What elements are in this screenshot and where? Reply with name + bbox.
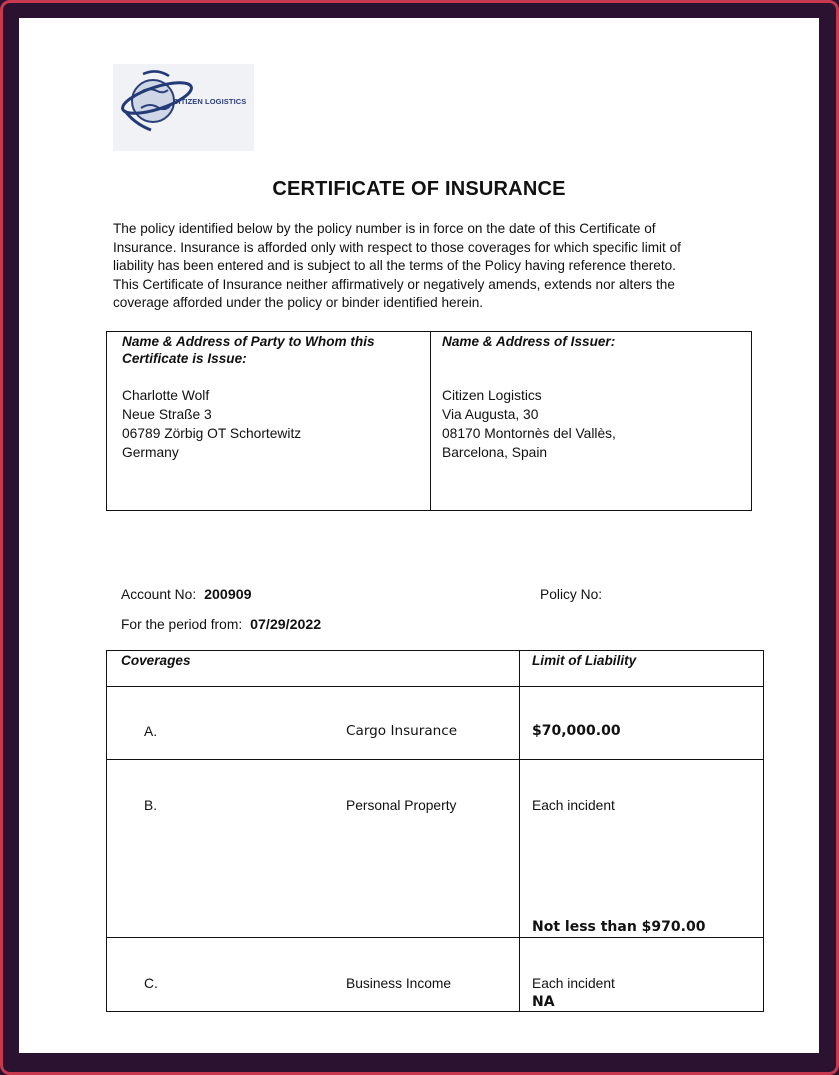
- coverage-limit-note: Each incident: [532, 798, 615, 813]
- address-line: Germany: [122, 445, 179, 460]
- account-number: 200909: [204, 587, 252, 603]
- address-line: 08170 Montornès del Vallès,: [442, 426, 616, 441]
- intro-line: This Certificate of Insurance neither affirmatively or negatively amends, extends nor alters the: [113, 276, 675, 292]
- address-line: Via Augusta, 30: [442, 407, 539, 422]
- recipient-heading: Name & Address of Party to Whom this Certificate is Issue:: [122, 334, 375, 366]
- recipient-column: [122, 332, 422, 462]
- address-line: Neue Straße 3: [122, 407, 212, 422]
- row-letter: A.: [144, 724, 158, 739]
- globe-icon: [113, 64, 254, 151]
- account-field: [121, 587, 252, 603]
- recipient-address: [122, 386, 422, 462]
- coverage-name: Cargo Insurance: [346, 723, 458, 739]
- intro-line: coverage afforded under the policy or binder identified herein.: [113, 295, 484, 311]
- issuer-heading: Name & Address of Issuer:: [442, 334, 616, 349]
- certificate-page: [19, 18, 819, 1053]
- address-line: Barcelona, Spain: [442, 445, 548, 460]
- coverage-name: Personal Property: [346, 798, 457, 813]
- row-divider: [107, 759, 763, 760]
- account-label: Account No:: [121, 587, 197, 602]
- row-divider: [107, 686, 763, 687]
- issuer-address: [442, 386, 742, 462]
- coverages-table: [106, 650, 764, 1012]
- logo-text: CITIZEN LOGISTICS: [173, 97, 247, 106]
- address-line: 06789 Zörbig OT Schortewitz: [122, 426, 302, 441]
- row-divider: [107, 937, 763, 938]
- policy-label: Policy No:: [540, 587, 603, 602]
- coverage-limit: NA: [532, 994, 555, 1010]
- party-address-box: [106, 331, 752, 511]
- address-line: Citizen Logistics: [442, 388, 542, 403]
- period-label: For the period from:: [121, 617, 243, 632]
- intro-line: liability has been entered and is subject to all the terms of the Policy having reference thereto.: [113, 258, 676, 274]
- row-letter: B.: [144, 798, 158, 813]
- coverage-limit: Not less than $970.00: [532, 919, 706, 935]
- limit-header: Limit of Liability: [532, 653, 637, 668]
- coverages-header: Coverages: [121, 653, 191, 668]
- party-divider: [430, 332, 431, 510]
- coverage-limit-note: Each incident: [532, 976, 615, 991]
- policy-field: [540, 587, 610, 603]
- company-logo: [113, 64, 254, 151]
- coverage-limit: $70,000.00: [532, 723, 621, 739]
- intro-line: Insurance. Insurance is afforded only with respect to those coverages for which specific limit of: [113, 239, 681, 255]
- address-line: Charlotte Wolf: [122, 388, 210, 403]
- page-title: CERTIFICATE OF INSURANCE: [272, 178, 566, 200]
- intro-paragraph: [113, 220, 725, 313]
- row-letter: C.: [144, 976, 158, 991]
- column-divider: [519, 651, 520, 1011]
- intro-line: The policy identified below by the policy number is in force on the date of this Certificate of: [113, 221, 656, 236]
- period-field: [121, 617, 321, 633]
- coverage-name: Business Income: [346, 976, 452, 991]
- period-date: 07/29/2022: [250, 617, 322, 633]
- issuer-column: [442, 332, 742, 462]
